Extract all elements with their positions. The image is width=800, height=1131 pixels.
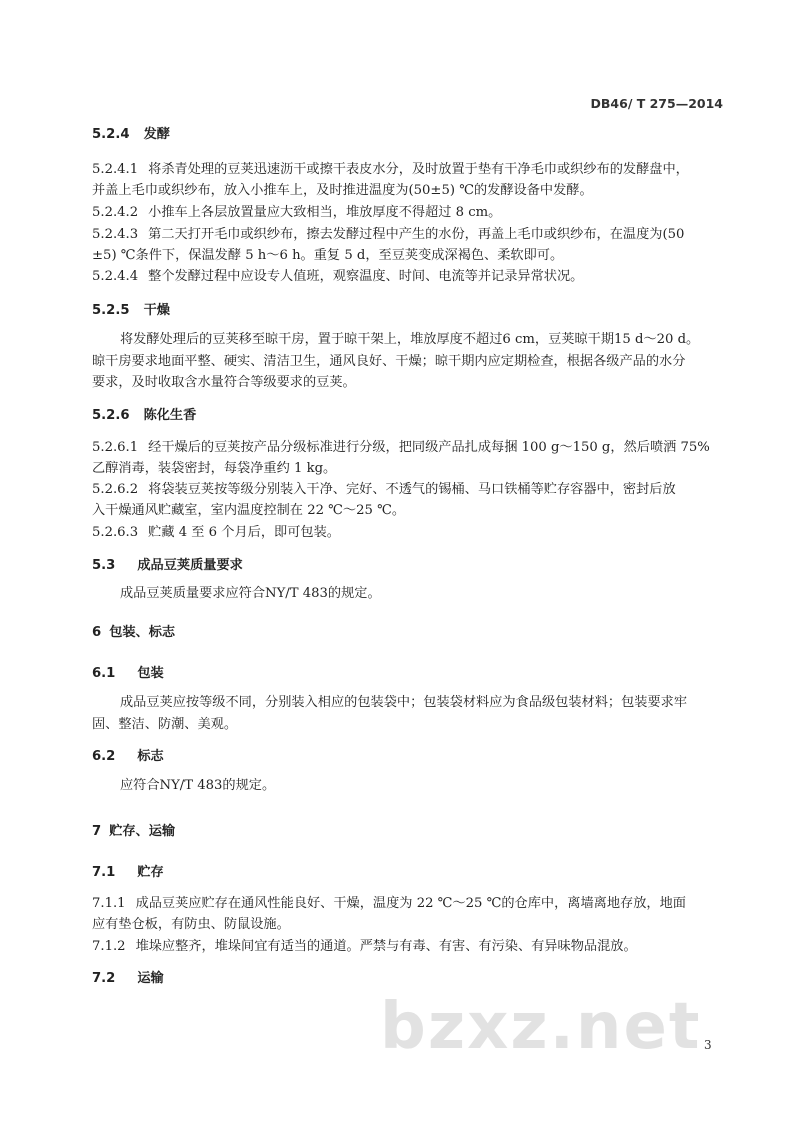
heading-number: 5.2.6 [92, 408, 130, 423]
heading-5-3 [92, 557, 722, 575]
clause-text: 第二天打开毛巾或织纱布，擦去发酵过程中产生的水份，再盖上毛巾或织纱布，在温度为(50 [148, 227, 685, 242]
clause-number: 5.2.6.2 [92, 482, 139, 497]
heading-number: 5.2.5 [92, 303, 130, 318]
clause-5-2-4-3-line1 [92, 226, 722, 244]
clause-5-2-4-3-line2: ±5) ℃条件下，保温发酵 5 h～6 h。重复 5 d，至豆荚变成深褐色、柔软即可。 [92, 248, 564, 263]
heading-text: 成品豆荚质量要求 [137, 558, 243, 573]
page-number: 3 [704, 1038, 712, 1052]
clause-number: 5.2.4.1 [92, 162, 139, 177]
heading-number: 6.2 [92, 749, 116, 764]
clause-7-1-1-line1 [92, 895, 722, 913]
clause-text: 将袋装豆荚按等级分别装入干净、完好、不透气的锡桶、马口铁桶等贮存容器中，密封后放 [148, 482, 676, 497]
clause-7-1-2 [92, 938, 722, 956]
heading-number: 7 [92, 824, 102, 839]
heading-7-2 [92, 970, 722, 988]
paragraph-5-3: 成品豆荚质量要求应符合NY/T 483的规定。 [120, 586, 381, 601]
heading-text: 贮存、运输 [109, 824, 176, 839]
clause-5-2-6-2-line2: 入干燥通风贮藏室，室内温度控制在 22 ℃～25 ℃。 [92, 503, 406, 518]
paragraph-6-1-line1: 成品豆荚应按等级不同，分别装入相应的包装袋中；包装袋材料应为食品级包装材料；包装要求牢 [120, 695, 688, 710]
heading-5-2-6 [92, 407, 722, 425]
clause-5-2-6-1-line1 [92, 439, 722, 457]
heading-number: 6.1 [92, 666, 116, 681]
heading-7-1 [92, 864, 722, 882]
clause-text: 将杀青处理的豆荚迅速沥干或擦干表皮水分，及时放置于垫有干净毛巾或织纱布的发酵盘中， [148, 162, 689, 177]
clause-text: 贮藏 4 至 6 个月后，即可包装。 [148, 525, 340, 540]
clause-number: 5.2.4.3 [92, 227, 139, 242]
heading-text: 包装 [137, 666, 164, 681]
clause-number: 5.2.4.2 [92, 205, 139, 220]
clause-text: 堆垛应整齐，堆垛间宜有适当的通道。严禁与有毒、有害、有污染、有异味物品混放。 [135, 939, 637, 954]
clause-text: 成品豆荚应贮存在通风性能良好、干燥，温度为 22 ℃～25 ℃的仓库中，离墙离地存放，地面 [135, 896, 686, 911]
heading-text: 干燥 [143, 303, 170, 318]
paragraph-6-2: 应符合NY/T 483的规定。 [120, 778, 276, 793]
heading-text: 陈化生香 [143, 408, 197, 423]
heading-6-1 [92, 665, 722, 683]
heading-5-2-4 [92, 126, 722, 144]
heading-number: 6 [92, 625, 102, 640]
clause-text: 小推车上各层放置量应大致相当，堆放厚度不得超过 8 cm。 [148, 205, 502, 220]
heading-number: 7.2 [92, 971, 116, 986]
clause-5-2-6-1-line2: 乙醇消毒，装袋密封，每袋净重约 1 kg。 [92, 461, 337, 476]
clause-5-2-6-2-line1 [92, 481, 722, 499]
heading-number: 5.3 [92, 558, 116, 573]
clause-text: 经干燥后的豆荚按产品分级标准进行分级，把同级产品扎成每捆 100 g～150 g，然后喷洒 75% [148, 440, 710, 455]
heading-6 [92, 624, 722, 642]
clause-5-2-4-4 [92, 268, 722, 286]
clause-number: 5.2.4.4 [92, 269, 139, 284]
paragraph-5-2-5-line1: 将发酵处理后的豆荚移至晾干房，置于晾干架上，堆放厚度不超过6 cm，豆荚晾干期15 d～20 d。 [120, 332, 700, 347]
heading-7 [92, 823, 722, 841]
heading-text: 发酵 [143, 127, 170, 142]
clause-number: 5.2.6.3 [92, 525, 139, 540]
heading-text: 包装、标志 [109, 625, 176, 640]
clause-5-2-6-3 [92, 524, 722, 542]
paragraph-5-2-5-line2: 晾干房要求地面平整、硬实、清洁卫生，通风良好、干燥；晾干期内应定期检查，根据各级产品的水分 [92, 354, 686, 369]
clause-5-2-4-2 [92, 204, 722, 222]
clause-number: 7.1.1 [92, 896, 126, 911]
paragraph-5-2-5-line3: 要求，及时收取含水量符合等级要求的豆荚。 [92, 375, 356, 390]
heading-text: 运输 [137, 971, 164, 986]
clause-5-2-4-1-line2: 并盖上毛巾或织纱布，放入小推车上，及时推进温度为(50±5) ℃的发酵设备中发酵。 [92, 183, 593, 198]
clause-number: 7.1.2 [92, 939, 126, 954]
watermark: bzxz.net [380, 990, 702, 1064]
heading-text: 标志 [137, 749, 164, 764]
heading-5-2-5 [92, 302, 722, 320]
clause-number: 5.2.6.1 [92, 440, 139, 455]
standard-code: DB46/ T 275—2014 [590, 96, 723, 111]
heading-number: 7.1 [92, 865, 116, 880]
clause-text: 整个发酵过程中应设专人值班，观察温度、时间、电流等并记录异常状况。 [148, 269, 584, 284]
heading-number: 5.2.4 [92, 127, 130, 142]
paragraph-6-1-line2: 固、整洁、防潮、美观。 [92, 717, 238, 732]
heading-text: 贮存 [137, 865, 164, 880]
heading-6-2 [92, 748, 722, 766]
clause-7-1-1-line2: 应有垫仓板，有防虫、防鼠设施。 [92, 917, 290, 932]
clause-5-2-4-1-line1 [92, 161, 722, 179]
